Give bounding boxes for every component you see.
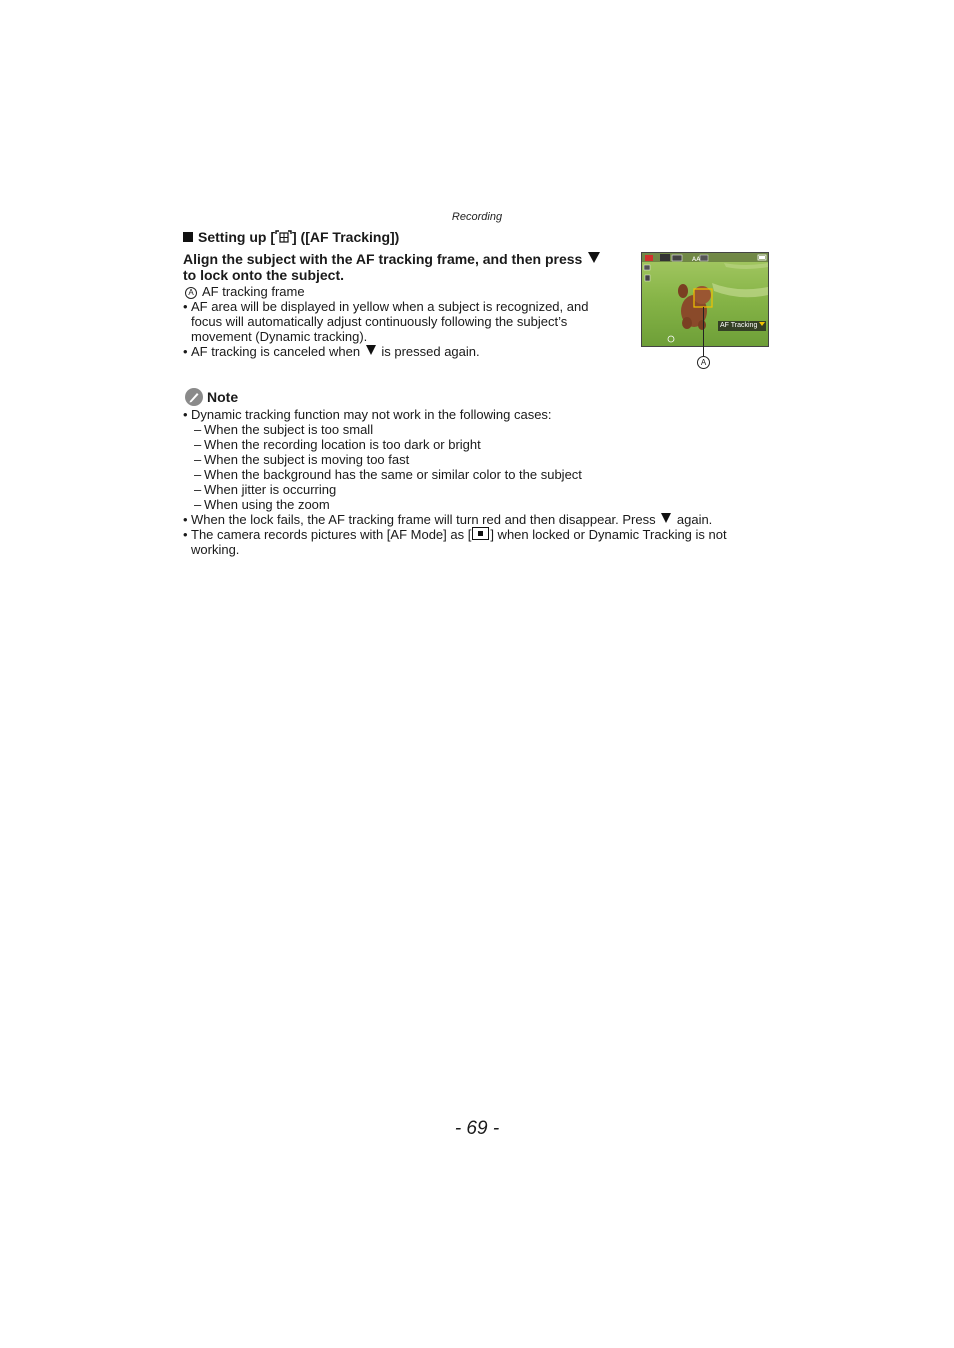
- sub-list-item: – When the recording location is too dark or bright: [183, 437, 773, 452]
- list-item: [183, 527, 773, 557]
- page-number: - 69 -: [454, 1118, 500, 1139]
- section-heading-suffix: ] ([AF Tracking]): [292, 229, 400, 245]
- stabilizer-icon: [644, 265, 650, 270]
- running-header: Recording: [451, 211, 503, 223]
- instruction-line-2: to lock onto the subject.: [183, 267, 345, 283]
- list-item: [183, 344, 621, 359]
- list-item: • Dynamic tracking function may not work in the following cases:: [183, 407, 773, 422]
- note-text-after: again.: [676, 512, 713, 527]
- camera-mode-icon: [645, 255, 653, 261]
- picture-size-icon: [660, 254, 670, 261]
- sub-list-item: – When the subject is too small: [183, 422, 773, 437]
- sub-list-item: – When jitter is occurring: [183, 482, 773, 497]
- camera-screen-illustration: [641, 252, 769, 347]
- dropdown-arrow-icon: [759, 322, 765, 326]
- down-arrow-icon: [588, 252, 600, 263]
- note-text-before: The camera records pictures with [AF Mode] as [: [191, 527, 472, 542]
- af-tracking-icon: [275, 230, 292, 243]
- instruction-step: [183, 251, 628, 283]
- bullet-text-after: is pressed again.: [381, 344, 480, 359]
- af-tracking-label: AF Tracking: [718, 321, 766, 331]
- camera-preview-image: [642, 253, 768, 346]
- note-text-before: When the lock fails, the AF tracking frame will turn red and then disappear. Press: [191, 512, 656, 527]
- note-list: [183, 407, 773, 557]
- bullet-text-before: AF tracking is canceled when: [191, 344, 361, 359]
- one-area-af-icon: [472, 527, 489, 540]
- list-item: • AF area will be displayed in yellow when a subject is recognized, and focus will automatically adjust continuously following the subject’s movement (Dynamic tracking).: [183, 299, 621, 344]
- bullet-list: [183, 299, 621, 359]
- sub-list-item: – When the background has the same or similar color to the subject: [183, 467, 773, 482]
- note-pencil-icon: [185, 388, 203, 406]
- legend-line: [183, 284, 633, 299]
- af-area-icon: [700, 255, 708, 261]
- quality-icon: [672, 255, 682, 261]
- metering-icon: [645, 275, 650, 281]
- section-heading: [183, 229, 399, 245]
- callout-label: A: [697, 356, 710, 369]
- legend-text: AF tracking frame: [202, 284, 305, 299]
- sub-list-item: – When using the zoom: [183, 497, 773, 512]
- sub-list-item: – When the subject is moving too fast: [183, 452, 773, 467]
- list-item: [183, 512, 773, 527]
- down-arrow-icon: [366, 345, 376, 355]
- instruction-line-1: Align the subject with the AF tracking frame, and then press: [183, 251, 583, 267]
- af-mode-indicator: AA: [692, 256, 701, 263]
- callout-leader-line: [703, 307, 704, 356]
- note-heading: [185, 388, 238, 406]
- down-arrow-icon: [661, 513, 671, 523]
- note-text-after: ] when locked or Dynamic Tracking is not working.: [191, 527, 727, 557]
- section-heading-prefix: Setting up [: [198, 229, 275, 245]
- callout-marker: A: [185, 287, 197, 299]
- note-title: Note: [207, 389, 239, 405]
- square-bullet-icon: [183, 232, 193, 242]
